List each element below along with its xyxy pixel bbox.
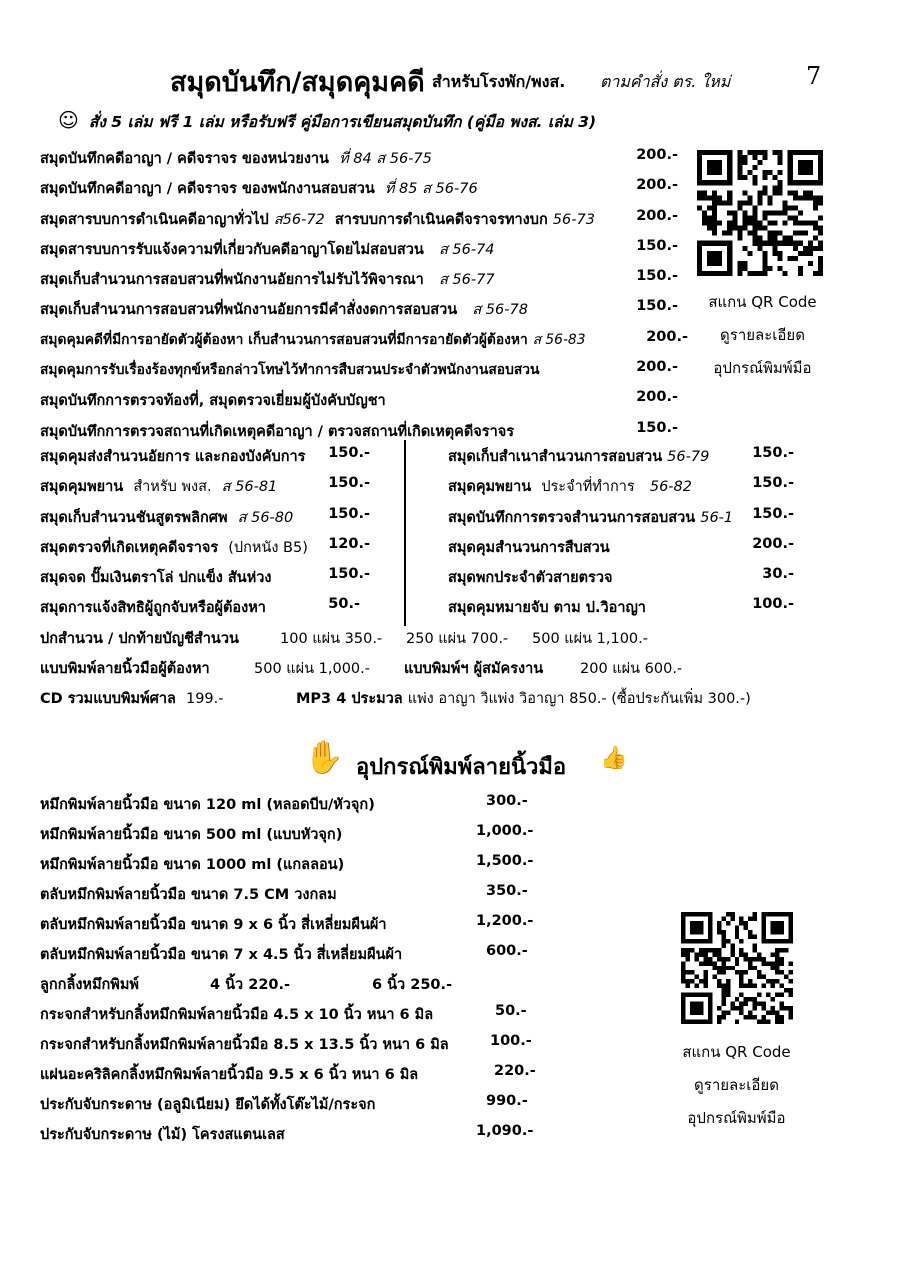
cd-line: CD รวมแบบพิมพ์ศาล 199.- [40, 691, 224, 707]
list-item: สมุดสารบบการรับแจ้งความที่เกี่ยวกับคดีอาญาโดยไม่สอบสวน ส 56-74 150.- [40, 237, 678, 258]
list-item: สมุดเก็บสำนวนการสอบสวนที่พนักงานอัยการมีคำสั่งงดการสอบสวน ส 56-78 150.- [40, 298, 678, 319]
list-item: สมุดบันทึกคดีอาญา / คดีจราจร ของพนักงานสอบสวน ที่ 85 ส 56-76 200.- [40, 177, 678, 198]
list-item: สมุดจด ปั๊มเงินตราโล่ ปกแข็ง สันห่วง 150.- [40, 566, 370, 587]
page-title: สมุดบันทึก/สมุดคุมคดี [170, 67, 425, 98]
list-item: สมุดพกประจำตัวสายตรวจ 30.- [448, 566, 794, 587]
cover-price-line: ปกสำนวน / ปกท้ายบัญชีสำนวน [40, 631, 239, 647]
smiley-icon: ☺ [58, 108, 79, 132]
list-item: สมุดเก็บสำเนาสำนวนการสอบสวน 56-79 150.- [448, 445, 794, 465]
cover-price-250: 250 แผ่น 700.- [406, 631, 509, 647]
notebook-list [40, 142, 690, 445]
list-item: สมุดบันทึกการตรวจท้องที่, สมุดตรวจเยี่ยมผู้บังคับบัญชา 200.- [40, 389, 678, 410]
list-item: ประกับจับกระดาษ (ไม้) โครงสแตนเลส 1,090.- [40, 1123, 534, 1143]
list-item: สมุดตรวจที่เกิดเหตุคดีจราจร (ปกหนัง B5) 120.- [40, 535, 370, 556]
list-item: สมุดการแจ้งสิทธิผู้ถูกจับหรือผู้ต้องหา 50.- [40, 596, 360, 617]
fingerprint-form-price: 500 แผ่น 1,000.- [254, 661, 370, 677]
volunteer-form-line: แบบพิมพ์ฯ ผู้สมัครงาน [404, 661, 544, 677]
page-subtitle: สำหรับโรงพัก/พงส. [432, 72, 566, 91]
list-item: สมุดคุมพยาน สำหรับ พงส. ส 56-81 150.- [40, 475, 370, 496]
promo-text: สั่ง 5 เล่ม ฟรี 1 เล่ม หรือรับฟรี คู่มือการเขียนสมุดบันทึก (คู่มือ พงส. เล่ม 3) [88, 113, 597, 131]
cover-price-100: 100 แผ่น 350.- [280, 631, 383, 647]
list-item: ตลับหมึกพิมพ์ลายนิ้วมือ ขนาด 7.5 CM วงกลม 350.- [40, 883, 528, 903]
qr-caption-top: สแกน QR Code ดูรายละเอียด อุปกรณ์พิมพ์มือ [708, 293, 817, 377]
list-item: ประกับจับกระดาษ (อลูมิเนียม) ยึดได้ทั้งโต๊ะไม้/กระจก 990.- [40, 1093, 528, 1113]
list-item: สมุดคุมการรับเรื่องร้องทุกข์หรือกล่าวโทษไว้ทำการสืบสวนประจำตัวพนักงานสอบสวน 200.- [40, 359, 678, 379]
qr-code-icon[interactable] [681, 912, 793, 1024]
list-item: หมึกพิมพ์ลายนิ้วมือ ขนาด 500 ml (แบบหัวจุก) 1,000.- [40, 823, 534, 843]
list-item: หมึกพิมพ์ลายนิ้วมือ ขนาด 1000 ml (แกลลอน) 1,500.- [40, 853, 534, 873]
list-item: สมุดคุมคดีที่มีการอายัดตัวผู้ต้องหา เก็บสำนวนการสอบสวนที่มีการอายัดตัวผู้ต้องหา ส 56-83 200.- [40, 328, 688, 348]
list-item: สมุดคุมพยาน ประจำที่ทำการ 56-82 150.- [448, 475, 794, 496]
promo-line [58, 108, 596, 134]
thumbs-up-icon: 👍 [600, 746, 628, 771]
section-title: อุปกรณ์พิมพ์ลายนิ้วมือ [356, 755, 567, 780]
list-item: ลูกกลิ้งหมึกพิมพ์ 4 นิ้ว 220.- 6 นิ้ว 250.- [40, 977, 453, 993]
volunteer-form-price: 200 แผ่น 600.- [580, 661, 683, 677]
list-item: แผ่นอะคริลิคกลิ้งหมึกพิมพ์ลายนิ้วมือ 9.5 x 6 นิ้ว หนา 6 มิล 220.- [40, 1063, 536, 1083]
list-item: สมุดบันทึกคดีอาญา / คดีจราจร ของหน่วยงาน ที่ 84 ส 56-75 200.- [40, 147, 678, 167]
column-divider [404, 440, 406, 626]
list-item: หมึกพิมพ์ลายนิ้วมือ ขนาด 120 ml (หลอดบีบ/หัวจุก) 300.- [40, 793, 528, 813]
qr-caption-bottom: สแกน QR Code ดูรายละเอียด อุปกรณ์พิมพ์มือ [682, 1043, 791, 1127]
fingerprint-equipment-list [40, 788, 540, 1148]
list-item: สมุดบันทึกการตรวจสำนวนการสอบสวน 56-1 150.- [448, 505, 794, 526]
list-item: สมุดคุมสำนวนการสืบสวน 200.- [448, 535, 794, 556]
list-item: สมุดสารบบการดำเนินคดีอาญาทั่วไป ส56-72 สารบบการดำเนินคดีจราจรทางบก 56-73 200.- [40, 207, 678, 228]
hand-icon: ✋ [304, 738, 344, 776]
page-number: 7 [806, 62, 822, 90]
mp3-line: MP3 4 ประมวล แพ่ง อาญา วิแพ่ง วิอาญา 850.- (ซื้อประกันเพิ่ม 300.-) [296, 691, 751, 707]
list-item: กระจกสำหรับกลิ้งหมึกพิมพ์ลายนิ้วมือ 4.5 x 10 นิ้ว หนา 6 มิล 50.- [40, 1003, 527, 1023]
right-column-list [448, 440, 798, 622]
list-item: ตลับหมึกพิมพ์ลายนิ้วมือ ขนาด 9 x 6 นิ้ว สี่เหลี่ยมผืนผ้า 1,200.- [40, 913, 534, 933]
fingerprint-form-line: แบบพิมพ์ลายนิ้วมือผู้ต้องหา [40, 661, 210, 677]
order-note: ตามคำสั่ง ตร. ใหม่ [600, 72, 731, 91]
list-item: สมุดบันทึกการตรวจสถานที่เกิดเหตุคดีอาญา / ตรวจสถานที่เกิดเหตุคดีจราจร 150.- [40, 419, 678, 440]
list-item: สมุดเก็บสำนวนชันสูตรพลิกศพ ส 56-80 150.- [40, 505, 370, 526]
qr-code-icon[interactable] [697, 150, 823, 276]
list-item: สมุดเก็บสำนวนการสอบสวนที่พนักงานอัยการไม่รับไว้พิจารณา ส 56-77 150.- [40, 268, 678, 289]
list-item: กระจกสำหรับกลิ้งหมึกพิมพ์ลายนิ้วมือ 8.5 x 13.5 นิ้ว หนา 6 มิล 100.- [40, 1033, 532, 1053]
cover-price-500: 500 แผ่น 1,100.- [532, 631, 648, 647]
list-item: สมุดคุมหมายจับ ตาม ป.วิอาญา 100.- [448, 596, 794, 617]
left-column-list [40, 440, 370, 622]
list-item: สมุดคุมส่งสำนวนอัยการ และกองบังคับการ 150.- [40, 445, 370, 465]
list-item: ตลับหมึกพิมพ์ลายนิ้วมือ ขนาด 7 x 4.5 นิ้ว สี่เหลี่ยมผืนผ้า 600.- [40, 943, 528, 963]
